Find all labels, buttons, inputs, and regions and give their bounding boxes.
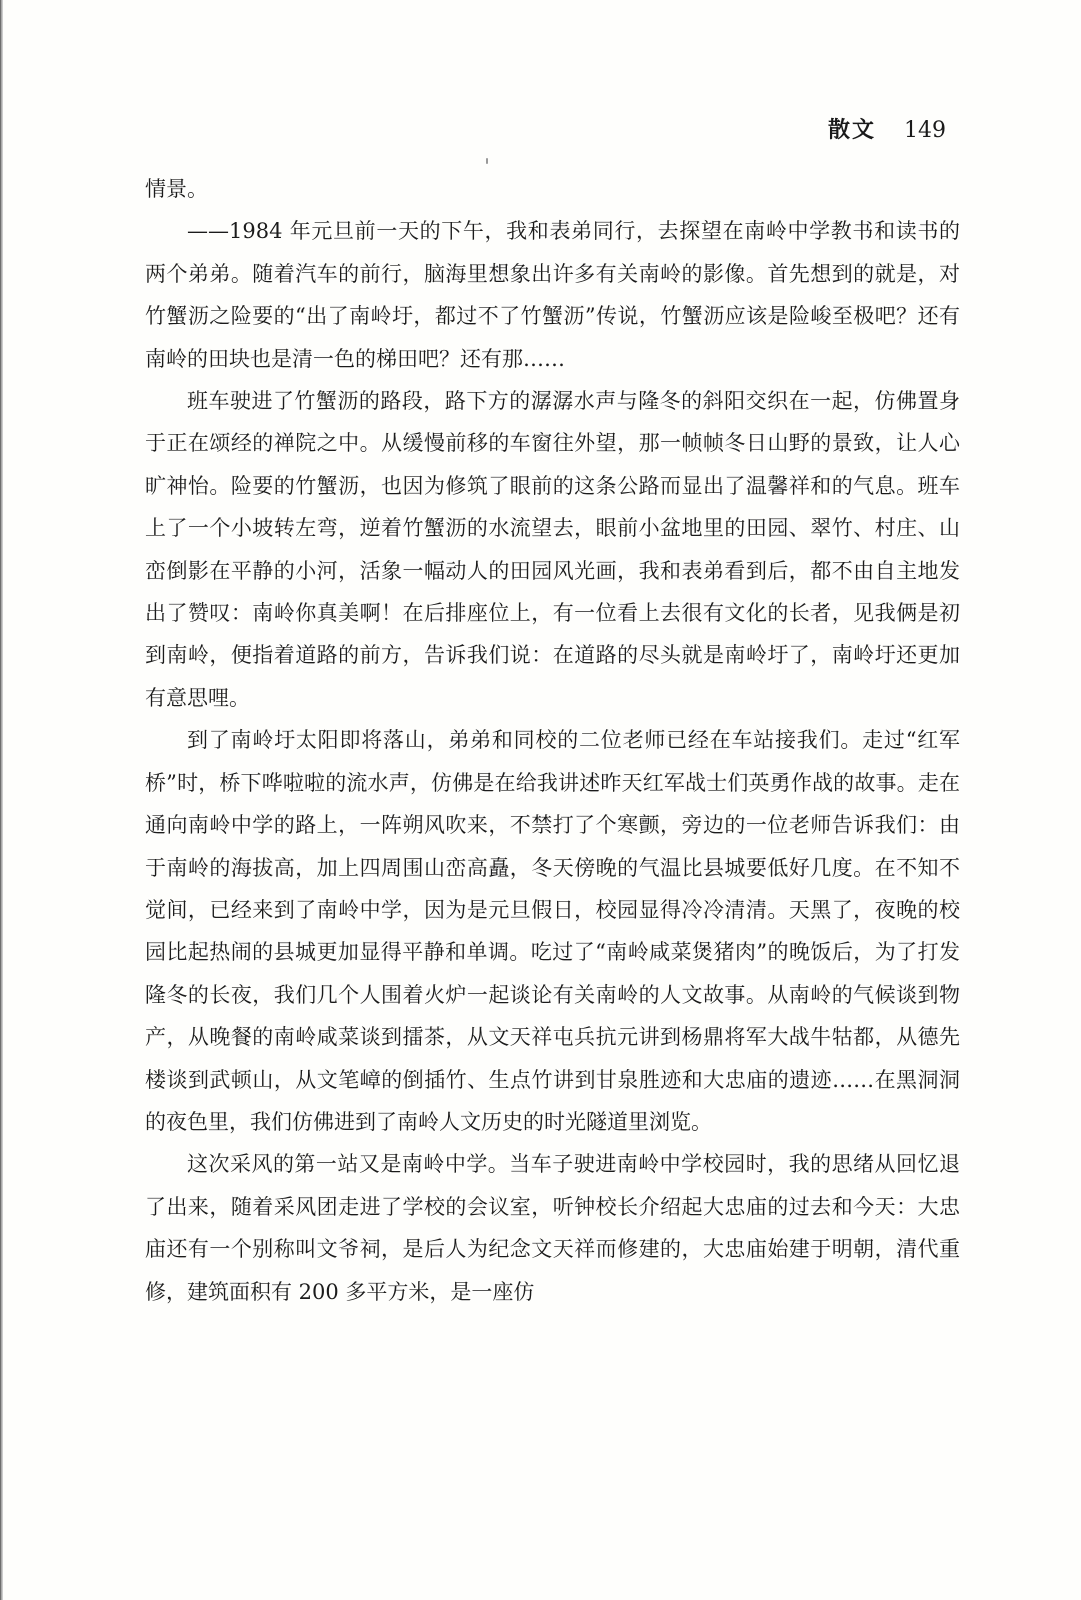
running-header (828, 113, 946, 144)
paragraph: 班车驶进了竹蟹沥的路段，路下方的潺潺水声与隆冬的斜阳交织在一起，仿佛置身于正在颂经的禅院之中。从缓慢前移的车窗往外望，那一帧帧冬日山野的景致，让人心旷神怡。险要的竹蟹沥，也因为修筑了眼前的这条公路而显出了温馨祥和的气息。班车上了一个小坡转左弯，逆着竹蟹沥的水流望去，眼前小盆地里的田园、翠竹、村庄、山峦倒影在平静的小河，活象一幅动人的田园风光画，我和表弟看到后，都不由自主地发出了赞叹：南岭你真美啊！在后排座位上，有一位看上去很有文化的长者，见我俩是初到南岭，便指着道路的前方，告诉我们说：在道路的尽头就是南岭圩了，南岭圩还更加有意思哩。 (145, 389, 960, 710)
section-title: 散文 (827, 117, 876, 143)
page-number: 149 (904, 118, 946, 143)
scan-edge (0, 0, 3, 1600)
paragraph: 到了南岭圩太阳即将落山，弟弟和同校的二位老师已经在车站接我们。走过“红军桥”时，桥下哗啦啦的流水声，仿佛是在给我讲述昨天红军战士们英勇作战的故事。走在通向南岭中学的路上，一阵朔风吹来，不禁打了个寒颤，旁边的一位老师告诉我们：由于南岭的海拔高，加上四周围山峦高矗，冬天傍晚的气温比县城要低好几度。在不知不觉间，已经来到了南岭中学，因为是元旦假日，校园显得冷冷清清。天黑了，夜晚的校园比起热闹的县城更加显得平静和单调。吃过了“南岭咸菜煲猪肉”的晚饭后，为了打发隆冬的长夜，我们几个人围着火炉一起谈论有关南岭的人文故事。从南岭的气候谈到物产，从晚餐的南岭咸菜谈到擂茶，从文天祥屯兵抗元讲到杨鼎将军大战牛牯都，从德先楼谈到武顿山，从文笔嶂的倒插竹、生点竹讲到甘泉胜迹和大忠庙的遗迹……在黑洞洞的夜色里，我们仿佛进到了南岭人文历史的时光隧道里浏览。 (145, 728, 960, 1134)
paragraph: 这次采风的第一站又是南岭中学。当车子驶进南岭中学校园时，我的思绪从回忆退了出来，随着采风团走进了学校的会议室，听钟校长介绍起大忠庙的过去和今天：大忠庙还有一个别称叫文爷祠，是后人为纪念文天祥而修建的，大忠庙始建于明朝，清代重修，建筑面积有 200 多平方米，是一座仿 (145, 1152, 960, 1304)
scan-speck (486, 158, 488, 164)
paragraph: ——1984 年元旦前一天的下午，我和表弟同行，去探望在南岭中学教书和读书的两个弟弟。随着汽车的前行，脑海里想象出许多有关南岭的影像。首先想到的就是，对竹蟹沥之险要的“出了南岭圩，都过不了竹蟹沥”传说，竹蟹沥应该是险峻至极吧？还有南岭的田块也是清一色的梯田吧？还有那…… (145, 219, 960, 371)
paragraph-continuation: 情景。 (145, 177, 208, 201)
body-text (145, 168, 960, 1313)
